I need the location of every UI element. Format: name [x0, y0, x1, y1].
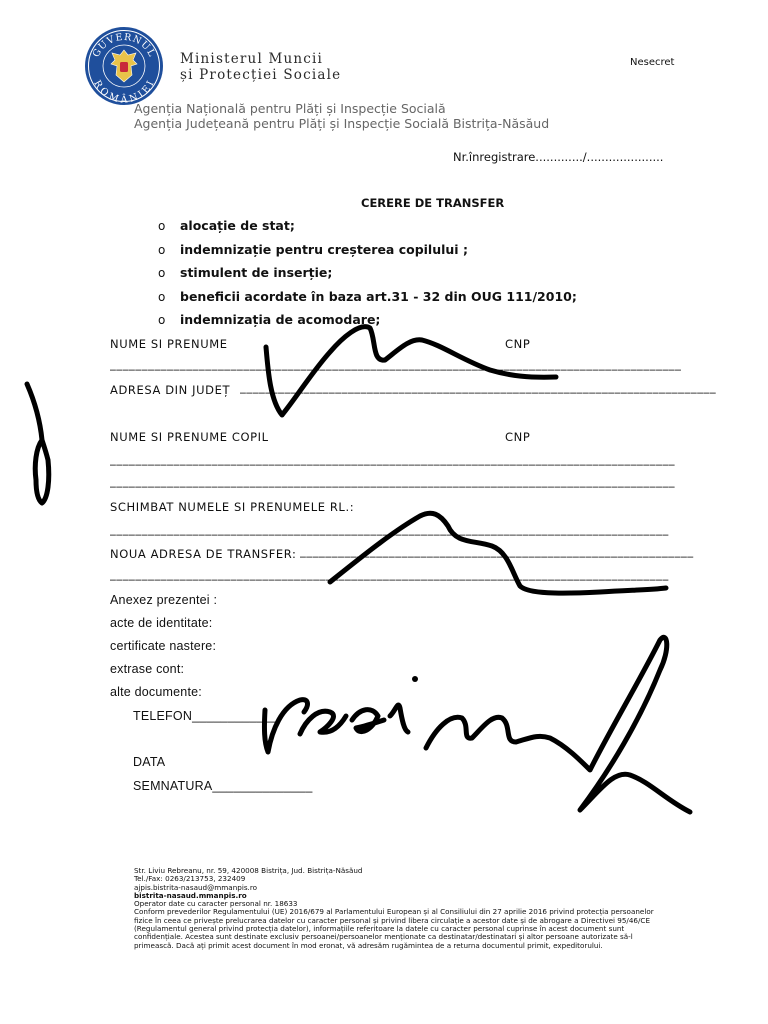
child-name-label: NUME SI PRENUME COPIL	[110, 430, 269, 444]
agency-block	[134, 101, 549, 131]
benefit-item	[158, 264, 577, 288]
child-cnp-label: CNP	[505, 430, 531, 444]
benefit-item	[158, 288, 577, 312]
scribble-left-mark	[27, 384, 49, 503]
annex-item: certificate nastere:	[110, 639, 217, 653]
footer-website: bistrita-nasaud.mmanpis.ro	[134, 890, 247, 900]
new-address-field-line[interactable]: ______________________________________________________________	[300, 544, 694, 558]
signature-line: ______________	[212, 779, 313, 793]
benefit-label: stimulent de inserție;	[180, 265, 333, 280]
new-address-label: NOUA ADRESA DE TRANSFER:	[110, 547, 297, 561]
phone-line: ____________	[192, 709, 278, 723]
annex-item: acte de identitate:	[110, 616, 213, 630]
cnp-label: CNP	[505, 337, 531, 351]
benefit-label: indemnizația de acomodare;	[180, 312, 381, 327]
ministry-name	[180, 51, 341, 83]
bullet: o	[158, 289, 166, 304]
bullet: o	[158, 242, 166, 257]
signature-label: SEMNATURA	[133, 779, 213, 793]
registration-number: Nr.înregistrare............./.....................	[453, 150, 664, 164]
phone-label: TELEFON	[133, 709, 193, 723]
date-label: DATA	[133, 755, 166, 769]
ministry-line-2: și Protecției Sociale	[180, 67, 342, 83]
benefit-list	[158, 217, 577, 335]
scribble-signature	[264, 637, 690, 812]
form-title: CERERE DE TRANSFER	[361, 196, 505, 210]
child-field-line-1[interactable]: _________________________________________________________________________________________	[110, 452, 676, 466]
annex-item: alte documente:	[110, 685, 202, 699]
classification-label: Nesecret	[630, 57, 675, 68]
gdpr-line: Conform prevederilor Regulamentului (UE) 2016/679 al Parlamentului European și al Consiliului din 27 aprilie 2016 privind protecția persoanelor	[134, 907, 654, 917]
agency-line-2: Agenția Județeană pentru Plăți și Inspecție Socială Bistrița-Năsăud	[134, 116, 550, 131]
address-label: ADRESA DIN JUDEȚ	[110, 383, 231, 397]
benefit-item	[158, 241, 577, 265]
gdpr-line: (Regulamentul general privind protecția datelor), informațiile referitoare la datele cu caracter personal cuprinse în acest document sunt	[134, 924, 625, 934]
changed-name-label: SCHIMBAT NUMELE SI PRENUMELE RL.:	[110, 500, 355, 514]
ministry-line-1: Ministerul Muncii	[180, 51, 324, 67]
new-address-field-line-2[interactable]: ________________________________________________________________________________________	[110, 567, 669, 581]
name-label: NUME SI PRENUME	[110, 337, 228, 351]
footer-operator: Operator date cu caracter personal nr. 18633	[134, 899, 298, 909]
benefit-item	[158, 311, 577, 335]
signature-field[interactable]	[133, 779, 313, 793]
child-field-line-2[interactable]: _________________________________________________________________________________________	[110, 474, 676, 488]
benefit-item	[158, 217, 577, 241]
gdpr-line: fizice în ceea ce privește prelucrarea datelor cu caracter personal și privind libera circulație a acestor date și de abrogare a Directivei 95/46/CE	[134, 915, 650, 925]
changed-name-field-line[interactable]: ________________________________________________________________________________________	[110, 522, 669, 536]
footer-address: Str. Liviu Rebreanu, nr. 59, 420008 Bistrița, Jud. Bistrița-Năsăud	[134, 866, 363, 875]
seal-bottom-text: ROMÂNIEI	[91, 78, 157, 106]
footer-email: ajpis.bistrita-nasaud@mmanpis.ro	[134, 882, 258, 892]
seal-top-text: GUVERNUL	[90, 31, 158, 60]
footer	[134, 867, 734, 950]
gdpr-line: confidențiale. Acestea sunt destinate exclusiv persoanei/persoanelor menționate ca destinatar/destinatari și altor persoane autorizate să-l	[134, 932, 633, 942]
signature-dot	[412, 676, 418, 682]
gdpr-line: primească. Dacă ați primit acest document în mod eronat, vă adresăm rugămintea de a returna documentul primit, expeditorului.	[134, 940, 603, 950]
annex-item: extrase cont:	[110, 662, 185, 676]
annex-label: Anexez prezentei :	[110, 593, 218, 607]
address-field-line[interactable]: ___________________________________________________________________________	[240, 380, 717, 394]
phone-field[interactable]	[133, 709, 278, 723]
benefit-label: indemnizație pentru creșterea copilului ;	[180, 241, 468, 257]
bullet: o	[158, 266, 166, 280]
bullet: o	[158, 219, 166, 233]
benefit-label: alocație de stat;	[180, 218, 295, 233]
name-field-line[interactable]: __________________________________________________________________________________________	[110, 357, 682, 371]
government-seal-icon	[84, 26, 164, 106]
bullet: o	[158, 313, 166, 327]
benefit-label: beneficii acordate în baza art.31 - 32 din OUG 111/2010;	[180, 288, 577, 304]
footer-phone: Tel./Fax: 0263/213753, 232409	[134, 874, 246, 884]
agency-line-1: Agenția Națională pentru Plăți și Inspecție Socială	[134, 101, 446, 116]
